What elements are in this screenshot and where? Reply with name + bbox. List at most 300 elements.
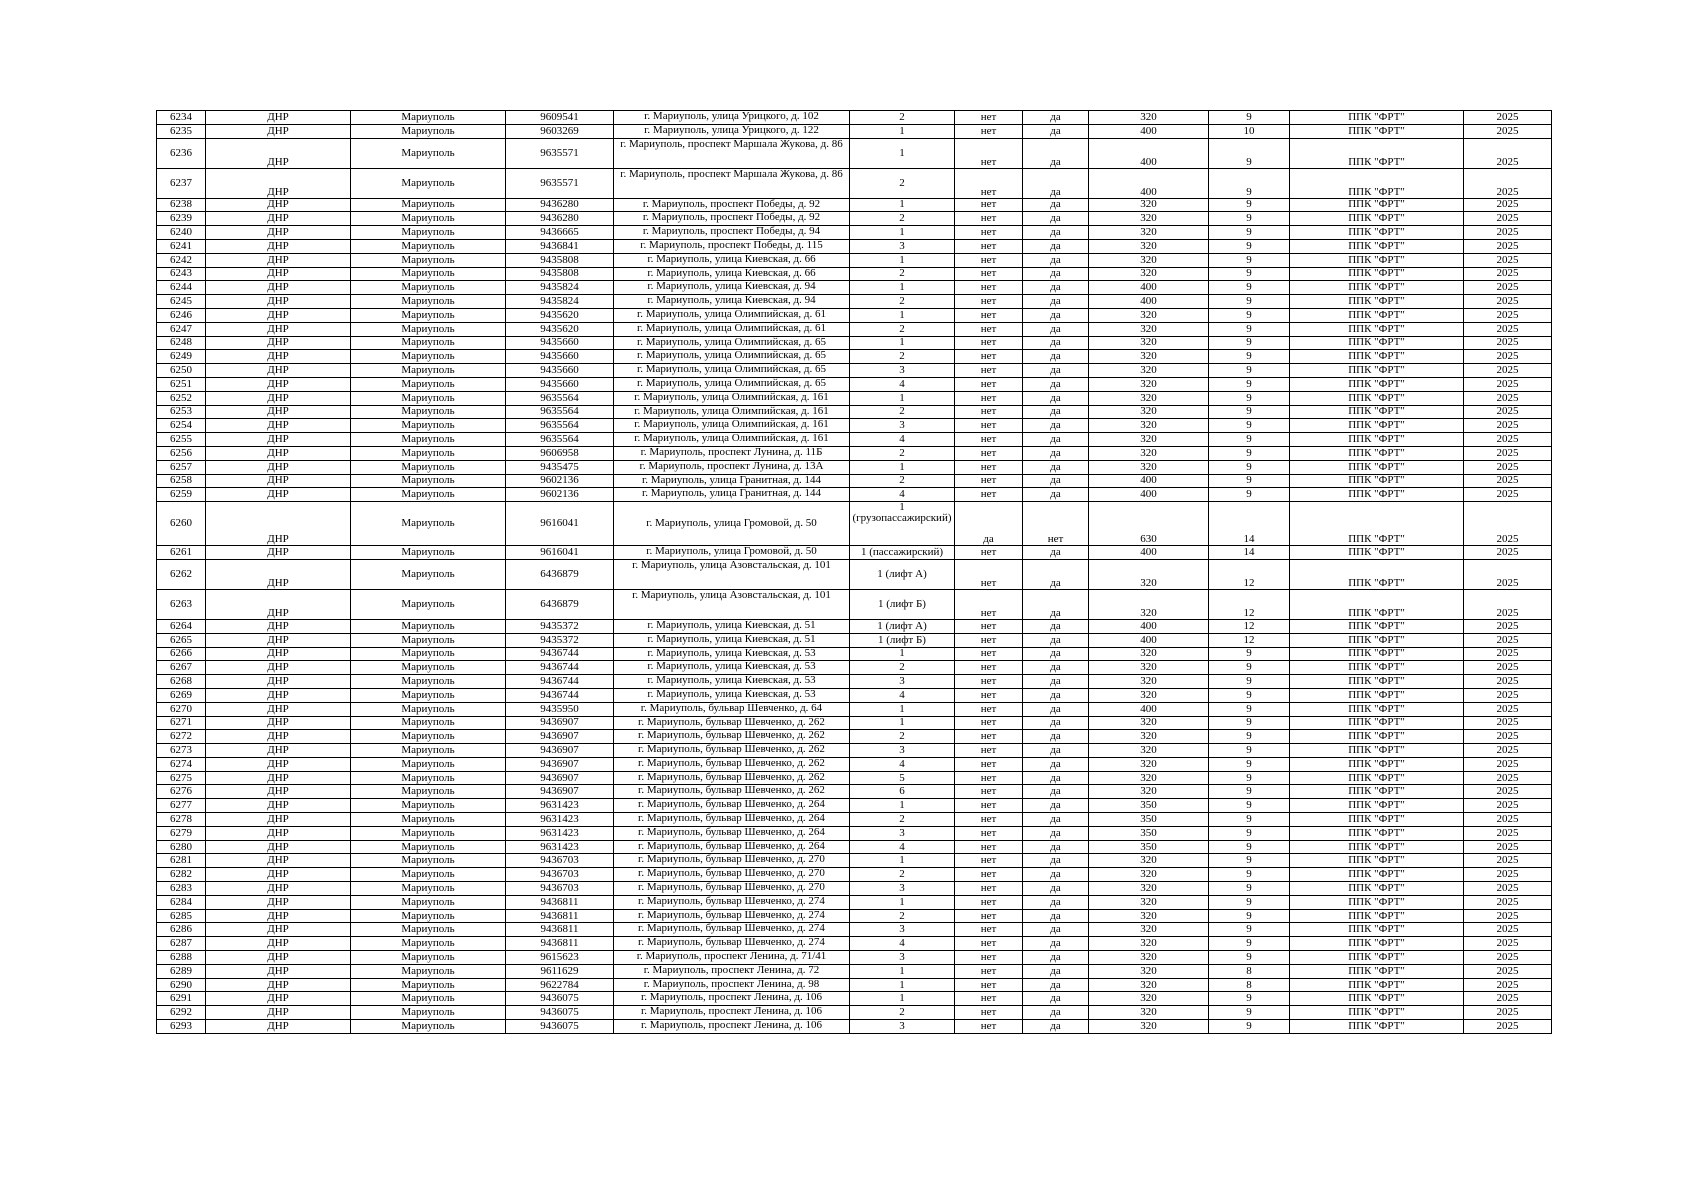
cell-building-id: 9435660 <box>506 350 614 364</box>
cell-floors: 9 <box>1209 212 1290 226</box>
cell-building-id: 9435660 <box>506 336 614 350</box>
table-row <box>157 813 1552 827</box>
cell-cell-h: да <box>1023 868 1089 882</box>
cell-address: г. Мариуполь, проспект Победы, д. 92 <box>614 212 850 226</box>
cell-row-number: 6265 <box>157 633 206 647</box>
cell-row-number: 6291 <box>157 992 206 1006</box>
table-row <box>157 909 1552 923</box>
cell-capacity: 400 <box>1089 124 1209 138</box>
cell-region: ДНР <box>206 619 351 633</box>
cell-cell-g: нет <box>955 826 1023 840</box>
cell-city: Мариуполь <box>351 619 506 633</box>
cell-address: г. Мариуполь, проспект Ленина, д. 106 <box>614 1006 850 1020</box>
cell-city: Мариуполь <box>351 909 506 923</box>
cell-floors: 9 <box>1209 405 1290 419</box>
cell-building-id: 9602136 <box>506 474 614 488</box>
cell-address: г. Мариуполь, улица Олимпийская, д. 161 <box>614 419 850 433</box>
cell-city: Мариуполь <box>351 253 506 267</box>
cell-contractor: ППК "ФРТ" <box>1290 619 1464 633</box>
cell-floors: 9 <box>1209 923 1290 937</box>
cell-row-number: 6266 <box>157 647 206 661</box>
cell-building-id: 9616041 <box>506 502 614 546</box>
cell-row-number: 6254 <box>157 419 206 433</box>
cell-capacity: 320 <box>1089 716 1209 730</box>
cell-region: ДНР <box>206 771 351 785</box>
cell-row-number: 6287 <box>157 937 206 951</box>
cell-cell-h: да <box>1023 1006 1089 1020</box>
table-row <box>157 377 1552 391</box>
cell-city: Мариуполь <box>351 661 506 675</box>
cell-cell-h: да <box>1023 267 1089 281</box>
cell-row-number: 6281 <box>157 854 206 868</box>
cell-elevator: 4 <box>850 433 955 447</box>
cell-city: Мариуполь <box>351 688 506 702</box>
cell-cell-g: нет <box>955 688 1023 702</box>
cell-cell-g: нет <box>955 785 1023 799</box>
cell-elevator: 2 <box>850 350 955 364</box>
cell-cell-h: да <box>1023 253 1089 267</box>
cell-cell-g: нет <box>955 675 1023 689</box>
cell-city: Мариуполь <box>351 433 506 447</box>
cell-row-number: 6253 <box>157 405 206 419</box>
table-row <box>157 474 1552 488</box>
cell-row-number: 6261 <box>157 546 206 560</box>
cell-floors: 9 <box>1209 226 1290 240</box>
cell-contractor: ППК "ФРТ" <box>1290 633 1464 647</box>
cell-capacity: 320 <box>1089 111 1209 125</box>
cell-capacity: 400 <box>1089 474 1209 488</box>
cell-floors: 9 <box>1209 253 1290 267</box>
cell-address: г. Мариуполь, проспект Лунина, д. 11Б <box>614 446 850 460</box>
cell-elevator: 3 <box>850 1020 955 1034</box>
cell-cell-g: нет <box>955 909 1023 923</box>
cell-row-number: 6236 <box>157 138 206 168</box>
cell-region: ДНР <box>206 253 351 267</box>
table-row <box>157 138 1552 168</box>
cell-elevator: 1 <box>850 799 955 813</box>
table-row <box>157 391 1552 405</box>
cell-capacity: 400 <box>1089 138 1209 168</box>
cell-capacity: 320 <box>1089 405 1209 419</box>
cell-contractor: ППК "ФРТ" <box>1290 212 1464 226</box>
table-row <box>157 198 1552 212</box>
cell-elevator: 1 <box>850 391 955 405</box>
cell-elevator: 1 <box>850 702 955 716</box>
cell-elevator: 3 <box>850 239 955 253</box>
cell-region: ДНР <box>206 405 351 419</box>
cell-building-id: 9436075 <box>506 992 614 1006</box>
cell-region: ДНР <box>206 1020 351 1034</box>
cell-capacity: 320 <box>1089 460 1209 474</box>
cell-address: г. Мариуполь, бульвар Шевченко, д. 270 <box>614 854 850 868</box>
cell-capacity: 320 <box>1089 336 1209 350</box>
cell-cell-g: нет <box>955 168 1023 198</box>
cell-capacity: 320 <box>1089 433 1209 447</box>
cell-row-number: 6274 <box>157 757 206 771</box>
cell-row-number: 6268 <box>157 675 206 689</box>
elevator-register-table <box>156 110 1552 1034</box>
cell-address: г. Мариуполь, проспект Лунина, д. 13А <box>614 460 850 474</box>
cell-cell-g: нет <box>955 799 1023 813</box>
cell-contractor: ППК "ФРТ" <box>1290 308 1464 322</box>
cell-year: 2025 <box>1464 799 1552 813</box>
cell-city: Мариуполь <box>351 757 506 771</box>
cell-capacity: 320 <box>1089 419 1209 433</box>
cell-row-number: 6282 <box>157 868 206 882</box>
cell-building-id: 9616041 <box>506 546 614 560</box>
cell-capacity: 350 <box>1089 840 1209 854</box>
table-row <box>157 460 1552 474</box>
cell-contractor: ППК "ФРТ" <box>1290 281 1464 295</box>
cell-address: г. Мариуполь, улица Урицкого, д. 122 <box>614 124 850 138</box>
cell-city: Мариуполь <box>351 281 506 295</box>
cell-region: ДНР <box>206 546 351 560</box>
cell-floors: 9 <box>1209 168 1290 198</box>
table-row <box>157 675 1552 689</box>
cell-cell-g: нет <box>955 937 1023 951</box>
cell-cell-g: да <box>955 502 1023 546</box>
cell-address: г. Мариуполь, улица Гранитная, д. 144 <box>614 488 850 502</box>
cell-year: 2025 <box>1464 111 1552 125</box>
cell-floors: 14 <box>1209 546 1290 560</box>
cell-region: ДНР <box>206 854 351 868</box>
cell-address: г. Мариуполь, бульвар Шевченко, д. 270 <box>614 882 850 896</box>
cell-city: Мариуполь <box>351 771 506 785</box>
cell-building-id: 9436907 <box>506 730 614 744</box>
table-row <box>157 168 1552 198</box>
cell-region: ДНР <box>206 840 351 854</box>
cell-city: Мариуполь <box>351 350 506 364</box>
cell-capacity: 320 <box>1089 350 1209 364</box>
table-row <box>157 295 1552 309</box>
cell-address: г. Мариуполь, улица Олимпийская, д. 161 <box>614 391 850 405</box>
table-row <box>157 589 1552 619</box>
cell-row-number: 6286 <box>157 923 206 937</box>
cell-elevator: 2 <box>850 730 955 744</box>
cell-elevator: 2 <box>850 267 955 281</box>
cell-floors: 12 <box>1209 589 1290 619</box>
cell-cell-g: нет <box>955 111 1023 125</box>
cell-cell-h: да <box>1023 716 1089 730</box>
cell-contractor: ППК "ФРТ" <box>1290 799 1464 813</box>
cell-floors: 9 <box>1209 799 1290 813</box>
cell-row-number: 6293 <box>157 1020 206 1034</box>
cell-year: 2025 <box>1464 446 1552 460</box>
cell-contractor: ППК "ФРТ" <box>1290 964 1464 978</box>
cell-building-id: 9436703 <box>506 854 614 868</box>
cell-cell-g: нет <box>955 813 1023 827</box>
cell-city: Мариуполь <box>351 295 506 309</box>
cell-year: 2025 <box>1464 909 1552 923</box>
cell-row-number: 6285 <box>157 909 206 923</box>
cell-building-id: 9436744 <box>506 661 614 675</box>
cell-city: Мариуполь <box>351 716 506 730</box>
cell-cell-h: да <box>1023 111 1089 125</box>
cell-contractor: ППК "ФРТ" <box>1290 661 1464 675</box>
cell-elevator: 2 <box>850 212 955 226</box>
cell-contractor: ППК "ФРТ" <box>1290 826 1464 840</box>
cell-year: 2025 <box>1464 661 1552 675</box>
cell-address: г. Мариуполь, улица Азовстальская, д. 101 <box>614 559 850 589</box>
cell-cell-h: да <box>1023 559 1089 589</box>
cell-elevator: 1 <box>850 308 955 322</box>
cell-contractor: ППК "ФРТ" <box>1290 1006 1464 1020</box>
cell-cell-g: нет <box>955 138 1023 168</box>
cell-floors: 9 <box>1209 716 1290 730</box>
cell-region: ДНР <box>206 716 351 730</box>
cell-address: г. Мариуполь, улица Азовстальская, д. 101 <box>614 589 850 619</box>
cell-region: ДНР <box>206 239 351 253</box>
cell-region: ДНР <box>206 744 351 758</box>
cell-floors: 9 <box>1209 688 1290 702</box>
cell-building-id: 9436907 <box>506 744 614 758</box>
cell-cell-g: нет <box>955 124 1023 138</box>
cell-floors: 9 <box>1209 364 1290 378</box>
cell-building-id: 9635564 <box>506 419 614 433</box>
cell-region: ДНР <box>206 978 351 992</box>
cell-cell-g: нет <box>955 559 1023 589</box>
cell-address: г. Мариуполь, улица Олимпийская, д. 61 <box>614 308 850 322</box>
cell-elevator: 4 <box>850 937 955 951</box>
cell-year: 2025 <box>1464 937 1552 951</box>
cell-contractor: ППК "ФРТ" <box>1290 923 1464 937</box>
cell-elevator: 1 <box>850 336 955 350</box>
cell-cell-g: нет <box>955 978 1023 992</box>
cell-contractor: ППК "ФРТ" <box>1290 868 1464 882</box>
table-row <box>157 111 1552 125</box>
cell-city: Мариуполь <box>351 168 506 198</box>
cell-city: Мариуполь <box>351 840 506 854</box>
cell-capacity: 320 <box>1089 377 1209 391</box>
cell-building-id: 9631423 <box>506 826 614 840</box>
cell-contractor: ППК "ФРТ" <box>1290 350 1464 364</box>
cell-cell-h: да <box>1023 364 1089 378</box>
cell-building-id: 9435808 <box>506 267 614 281</box>
table-row <box>157 661 1552 675</box>
cell-elevator: 1 <box>850 124 955 138</box>
cell-year: 2025 <box>1464 546 1552 560</box>
cell-address: г. Мариуполь, бульвар Шевченко, д. 262 <box>614 757 850 771</box>
cell-elevator: 1 (лифт Б) <box>850 633 955 647</box>
cell-cell-h: да <box>1023 405 1089 419</box>
table-row <box>157 964 1552 978</box>
cell-floors: 10 <box>1209 124 1290 138</box>
cell-city: Мариуполь <box>351 559 506 589</box>
cell-cell-g: нет <box>955 1020 1023 1034</box>
cell-floors: 9 <box>1209 813 1290 827</box>
cell-floors: 9 <box>1209 350 1290 364</box>
cell-address: г. Мариуполь, улица Киевская, д. 53 <box>614 647 850 661</box>
cell-year: 2025 <box>1464 730 1552 744</box>
cell-floors: 9 <box>1209 433 1290 447</box>
cell-address: г. Мариуполь, проспект Маршала Жукова, д. 86 <box>614 138 850 168</box>
table-row <box>157 281 1552 295</box>
cell-contractor: ППК "ФРТ" <box>1290 730 1464 744</box>
cell-capacity: 320 <box>1089 868 1209 882</box>
cell-building-id: 9435824 <box>506 295 614 309</box>
cell-contractor: ППК "ФРТ" <box>1290 226 1464 240</box>
cell-address: г. Мариуполь, бульвар Шевченко, д. 264 <box>614 840 850 854</box>
cell-year: 2025 <box>1464 619 1552 633</box>
cell-region: ДНР <box>206 198 351 212</box>
cell-building-id: 9622784 <box>506 978 614 992</box>
cell-city: Мариуполь <box>351 702 506 716</box>
table-row <box>157 433 1552 447</box>
cell-floors: 9 <box>1209 138 1290 168</box>
cell-capacity: 630 <box>1089 502 1209 546</box>
cell-cell-h: да <box>1023 433 1089 447</box>
cell-contractor: ППК "ФРТ" <box>1290 675 1464 689</box>
cell-address: г. Мариуполь, бульвар Шевченко, д. 274 <box>614 895 850 909</box>
cell-region: ДНР <box>206 675 351 689</box>
cell-capacity: 320 <box>1089 446 1209 460</box>
cell-city: Мариуполь <box>351 124 506 138</box>
cell-elevator: 3 <box>850 419 955 433</box>
table-row <box>157 840 1552 854</box>
cell-capacity: 350 <box>1089 826 1209 840</box>
cell-elevator: 1 (грузопассажирский) <box>850 502 955 546</box>
cell-cell-g: нет <box>955 405 1023 419</box>
cell-region: ДНР <box>206 111 351 125</box>
cell-city: Мариуполь <box>351 474 506 488</box>
cell-cell-h: да <box>1023 295 1089 309</box>
cell-cell-g: нет <box>955 377 1023 391</box>
cell-capacity: 320 <box>1089 1020 1209 1034</box>
cell-building-id: 9435620 <box>506 308 614 322</box>
cell-elevator: 3 <box>850 675 955 689</box>
cell-region: ДНР <box>206 785 351 799</box>
cell-region: ДНР <box>206 923 351 937</box>
cell-cell-h: да <box>1023 350 1089 364</box>
cell-row-number: 6241 <box>157 239 206 253</box>
cell-cell-g: нет <box>955 730 1023 744</box>
table-row <box>157 559 1552 589</box>
cell-contractor: ППК "ФРТ" <box>1290 322 1464 336</box>
cell-year: 2025 <box>1464 771 1552 785</box>
cell-row-number: 6278 <box>157 813 206 827</box>
table-row <box>157 992 1552 1006</box>
cell-floors: 9 <box>1209 267 1290 281</box>
cell-row-number: 6252 <box>157 391 206 405</box>
cell-elevator: 2 <box>850 168 955 198</box>
cell-city: Мариуполь <box>351 647 506 661</box>
cell-address: г. Мариуполь, проспект Победы, д. 92 <box>614 198 850 212</box>
table-row <box>157 336 1552 350</box>
cell-year: 2025 <box>1464 377 1552 391</box>
cell-contractor: ППК "ФРТ" <box>1290 405 1464 419</box>
cell-contractor: ППК "ФРТ" <box>1290 589 1464 619</box>
cell-cell-h: да <box>1023 813 1089 827</box>
cell-contractor: ППК "ФРТ" <box>1290 937 1464 951</box>
cell-cell-g: нет <box>955 1006 1023 1020</box>
cell-city: Мариуполь <box>351 854 506 868</box>
cell-cell-h: да <box>1023 546 1089 560</box>
cell-row-number: 6262 <box>157 559 206 589</box>
cell-cell-h: да <box>1023 239 1089 253</box>
cell-address: г. Мариуполь, улица Олимпийская, д. 65 <box>614 377 850 391</box>
table-row <box>157 757 1552 771</box>
cell-city: Мариуполь <box>351 239 506 253</box>
cell-contractor: ППК "ФРТ" <box>1290 460 1464 474</box>
cell-city: Мариуполь <box>351 391 506 405</box>
cell-year: 2025 <box>1464 964 1552 978</box>
cell-row-number: 6271 <box>157 716 206 730</box>
cell-region: ДНР <box>206 730 351 744</box>
table-row <box>157 488 1552 502</box>
cell-cell-h: нет <box>1023 502 1089 546</box>
cell-contractor: ППК "ФРТ" <box>1290 559 1464 589</box>
cell-elevator: 2 <box>850 813 955 827</box>
cell-elevator: 1 <box>850 716 955 730</box>
cell-contractor: ППК "ФРТ" <box>1290 488 1464 502</box>
cell-region: ДНР <box>206 1006 351 1020</box>
cell-year: 2025 <box>1464 124 1552 138</box>
cell-cell-g: нет <box>955 992 1023 1006</box>
cell-elevator: 1 (лифт А) <box>850 559 955 589</box>
cell-elevator: 1 <box>850 281 955 295</box>
cell-elevator: 3 <box>850 826 955 840</box>
cell-floors: 9 <box>1209 992 1290 1006</box>
table-row <box>157 446 1552 460</box>
cell-elevator: 1 <box>850 895 955 909</box>
cell-row-number: 6248 <box>157 336 206 350</box>
table-row <box>157 405 1552 419</box>
cell-floors: 9 <box>1209 308 1290 322</box>
cell-capacity: 320 <box>1089 744 1209 758</box>
cell-capacity: 350 <box>1089 813 1209 827</box>
cell-floors: 9 <box>1209 854 1290 868</box>
cell-floors: 9 <box>1209 937 1290 951</box>
cell-row-number: 6251 <box>157 377 206 391</box>
cell-cell-g: нет <box>955 281 1023 295</box>
cell-cell-h: да <box>1023 391 1089 405</box>
cell-region: ДНР <box>206 350 351 364</box>
cell-row-number: 6239 <box>157 212 206 226</box>
cell-elevator: 1 <box>850 253 955 267</box>
cell-cell-g: нет <box>955 350 1023 364</box>
cell-year: 2025 <box>1464 559 1552 589</box>
cell-region: ДНР <box>206 964 351 978</box>
cell-cell-g: нет <box>955 336 1023 350</box>
cell-capacity: 320 <box>1089 964 1209 978</box>
cell-year: 2025 <box>1464 813 1552 827</box>
cell-address: г. Мариуполь, улица Киевская, д. 51 <box>614 619 850 633</box>
cell-building-id: 9436841 <box>506 239 614 253</box>
cell-year: 2025 <box>1464 688 1552 702</box>
cell-cell-h: да <box>1023 744 1089 758</box>
cell-region: ДНР <box>206 882 351 896</box>
cell-city: Мариуполь <box>351 589 506 619</box>
cell-city: Мариуполь <box>351 992 506 1006</box>
cell-contractor: ППК "ФРТ" <box>1290 647 1464 661</box>
cell-floors: 9 <box>1209 419 1290 433</box>
table-row <box>157 923 1552 937</box>
cell-cell-h: да <box>1023 895 1089 909</box>
cell-address: г. Мариуполь, улица Олимпийская, д. 65 <box>614 336 850 350</box>
cell-cell-g: нет <box>955 212 1023 226</box>
cell-cell-g: нет <box>955 391 1023 405</box>
cell-city: Мариуполь <box>351 336 506 350</box>
table-row <box>157 688 1552 702</box>
cell-capacity: 400 <box>1089 488 1209 502</box>
cell-capacity: 320 <box>1089 267 1209 281</box>
cell-cell-h: да <box>1023 909 1089 923</box>
cell-year: 2025 <box>1464 336 1552 350</box>
cell-row-number: 6270 <box>157 702 206 716</box>
cell-year: 2025 <box>1464 168 1552 198</box>
cell-city: Мариуполь <box>351 799 506 813</box>
cell-city: Мариуполь <box>351 923 506 937</box>
